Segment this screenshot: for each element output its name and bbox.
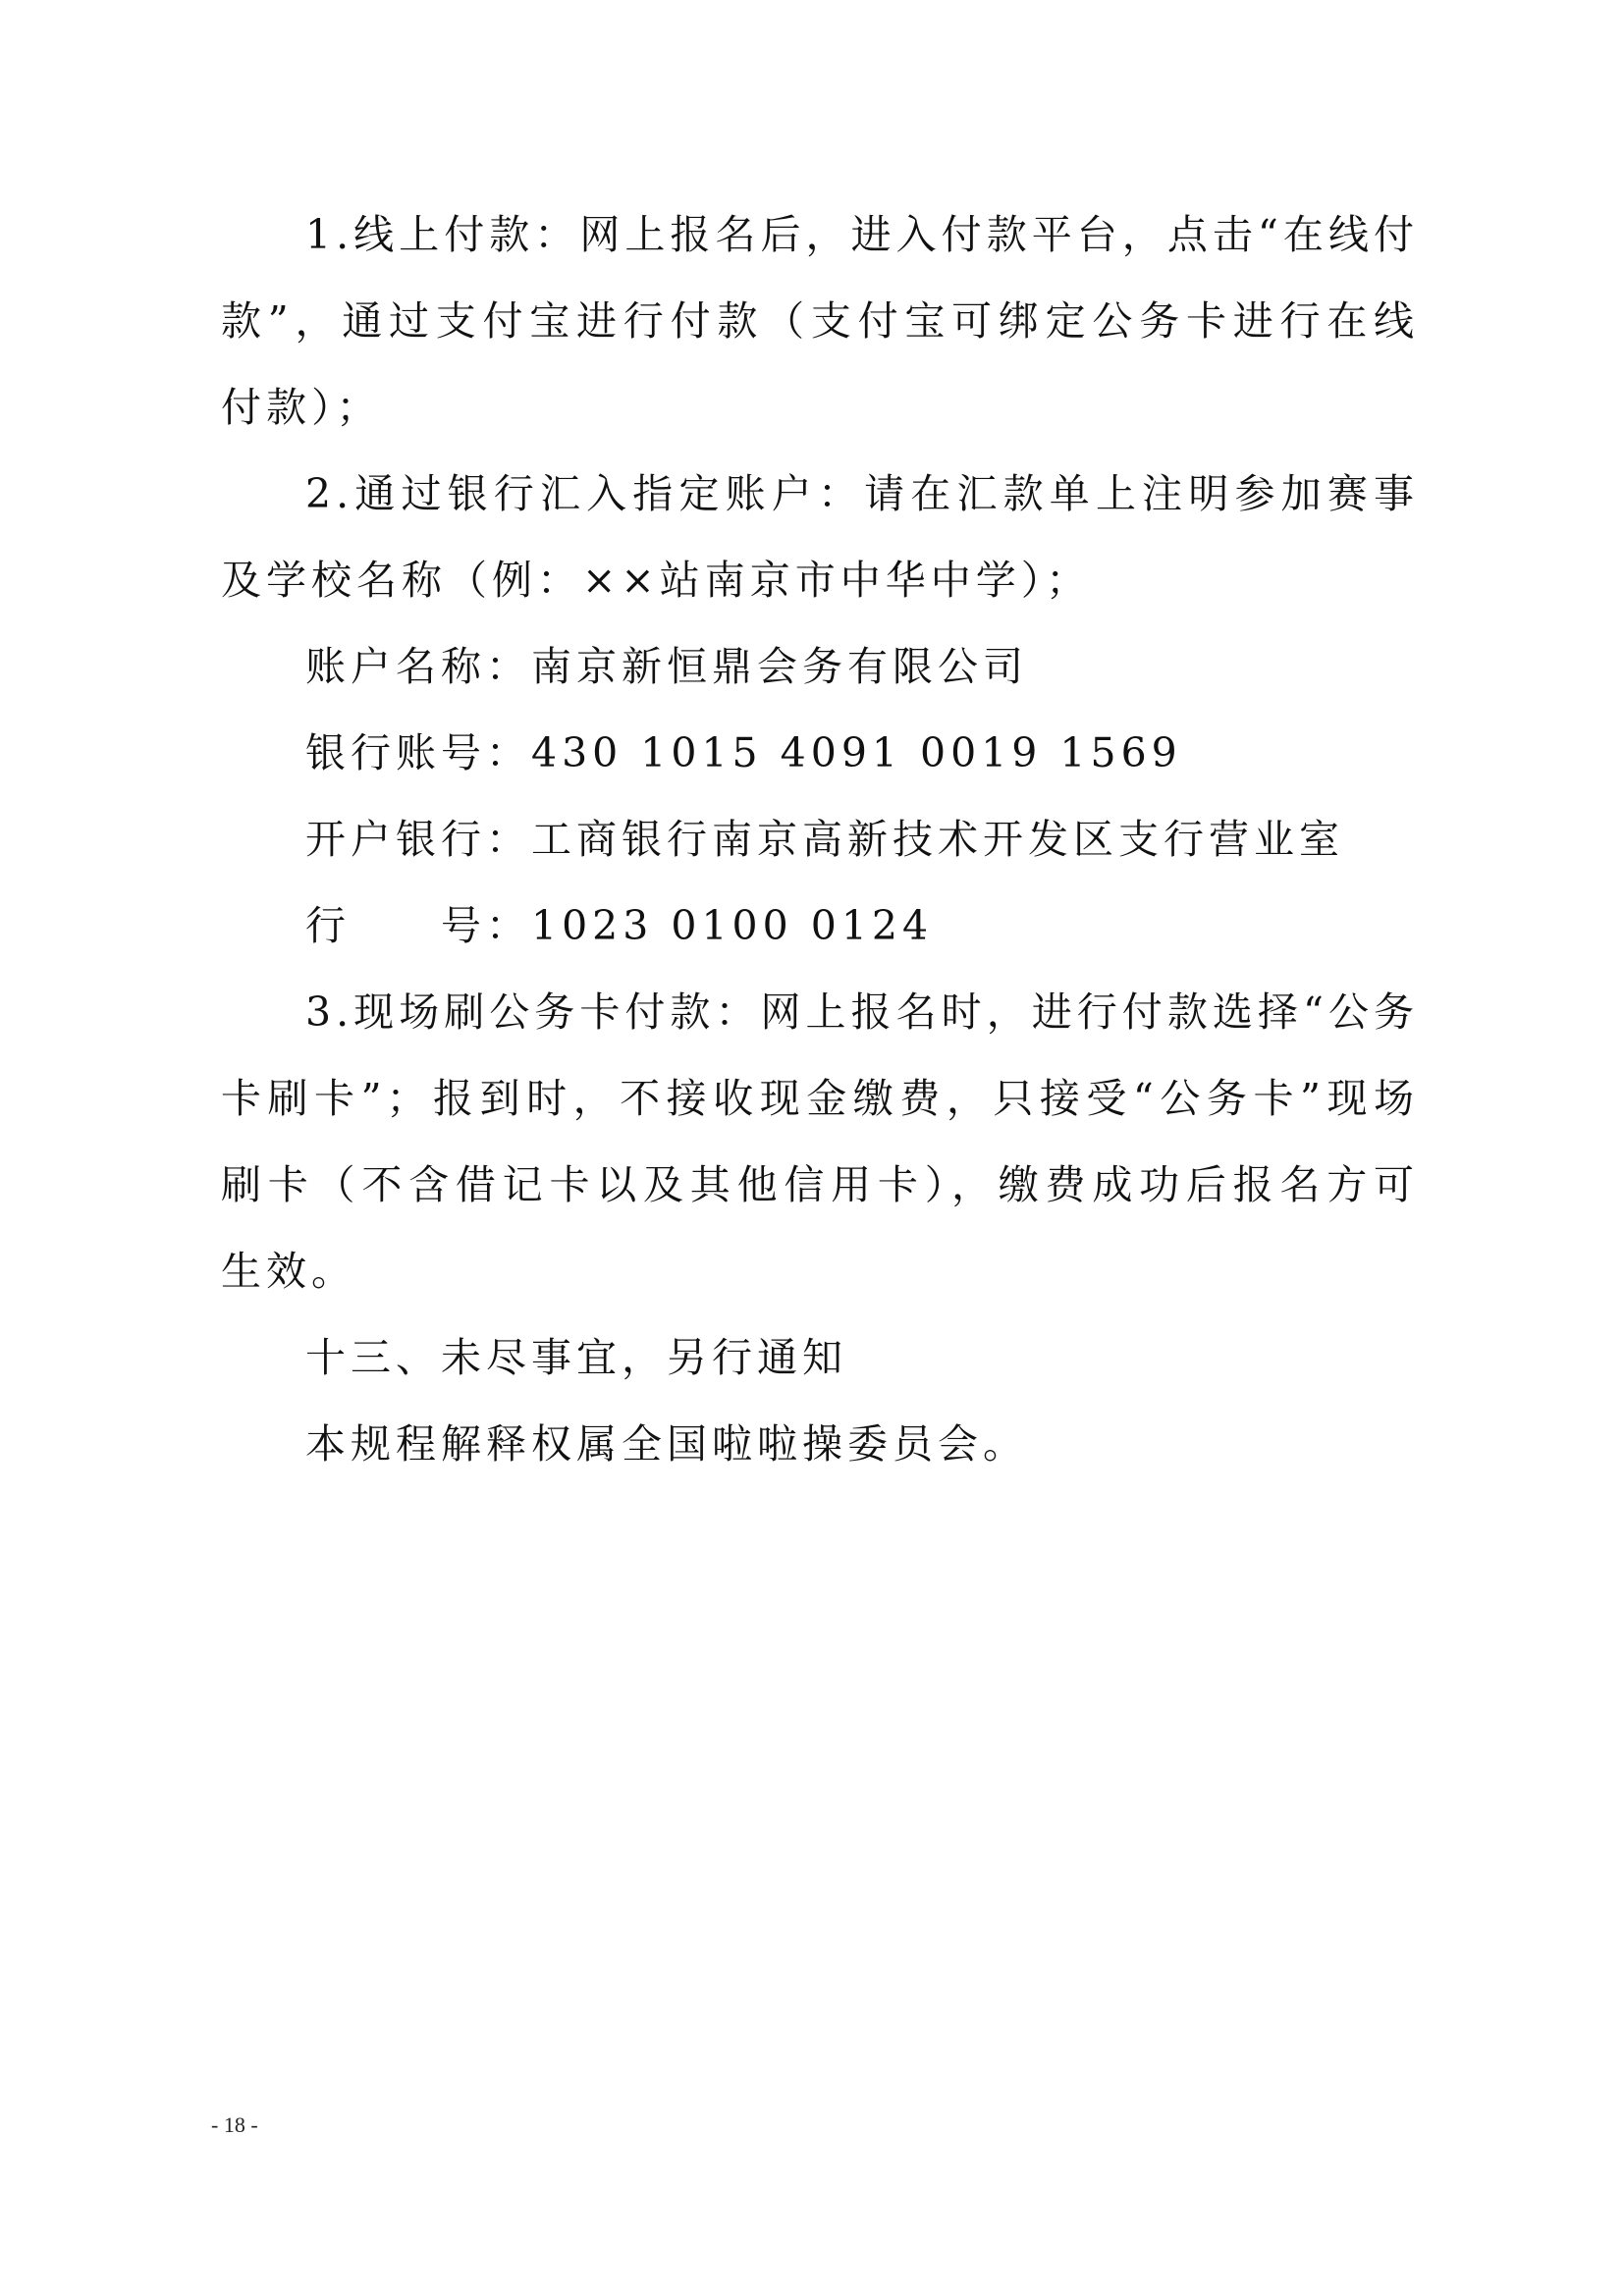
- paragraph-bank-transfer: 2.通过银行汇入指定账户：请在汇款单上注明参加赛事及学校名称（例：××站南京市中华中学）；: [221, 470, 1419, 604]
- bank-label: 开户银行：: [305, 816, 531, 863]
- account-name-line: [221, 623, 1419, 710]
- bank-line: [221, 796, 1419, 882]
- closing-statement: 本规程解释权属全国啦啦操委员会。: [305, 1420, 1028, 1468]
- document-body: [221, 191, 1419, 1487]
- paragraph-online-payment: 1.线上付款：网上报名后，进入付款平台，点击“在线付款”，通过支付宝进行付款（支付宝可绑定公务卡进行在线付款）；: [221, 211, 1419, 431]
- account-name-label: 账户名称：: [305, 643, 531, 690]
- account-number-label: 银行账号：: [305, 729, 531, 776]
- account-number-line: [221, 710, 1419, 796]
- account-number-value: 430 1015 4091 0019 1569: [531, 729, 1182, 776]
- page-number: - 18 -: [211, 2112, 258, 2137]
- paragraph-card-payment: 3.现场刷公务卡付款：网上报名时，进行付款选择“公务卡刷卡”；报到时，不接收现金缴费，只接受“公务卡”现场刷卡（不含借记卡以及其他信用卡），缴费成功后报名方可生效。: [221, 988, 1419, 1295]
- account-name-value: 南京新恒鼎会务有限公司: [531, 643, 1028, 690]
- bank-code-line: [221, 882, 1419, 969]
- section-13-heading: 十三、未尽事宜，另行通知: [305, 1334, 847, 1381]
- bank-code-value: 1023 0100 0124: [531, 902, 934, 949]
- bank-value: 工商银行南京高新技术开发区支行营业室: [531, 816, 1344, 863]
- bank-code-label: 行 号：: [305, 902, 531, 949]
